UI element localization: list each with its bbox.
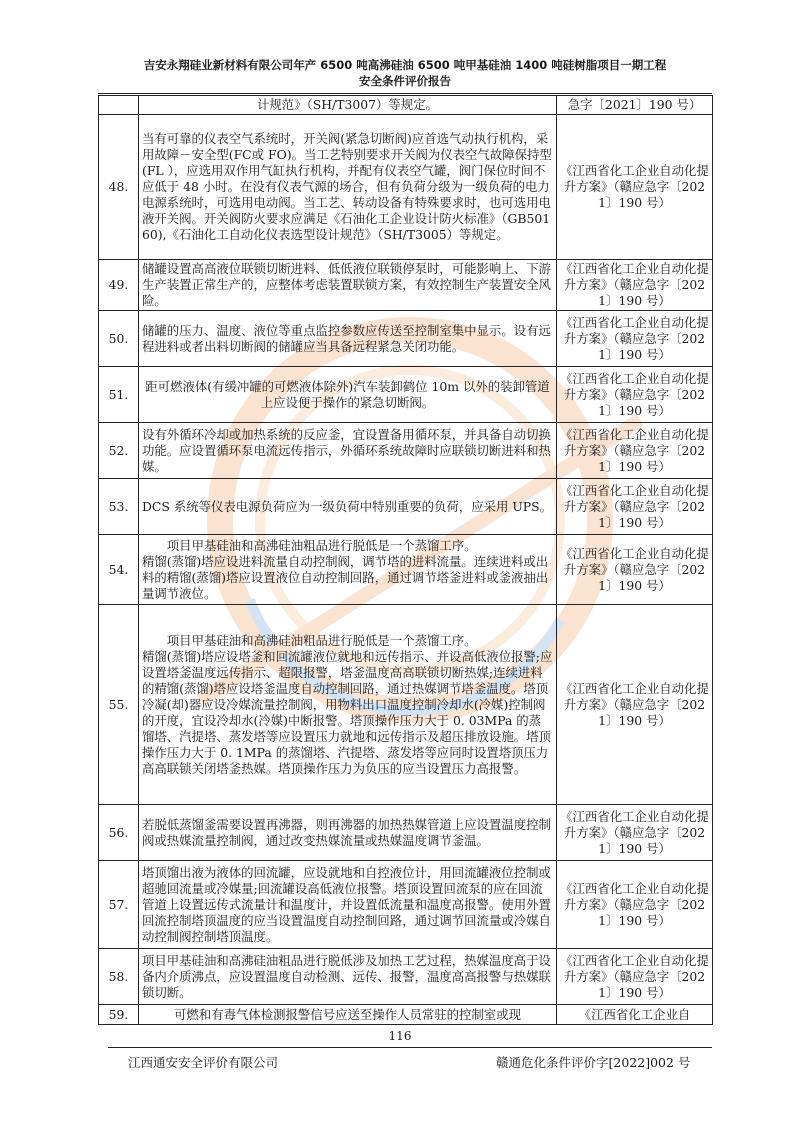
table-row — [99, 861, 713, 949]
row-number: 50. — [99, 311, 139, 367]
row-text: 储罐的压力、温度、液位等重点监控参数应传送至控制室集中显示。设有远程进料或者出料切断阀的储罐应当具备远程紧急关闭功能。 — [139, 311, 557, 367]
row-text: 距可燃液体(有缓冲罐的可燃液体除外)汽车装卸鹤位 10m 以外的装卸管道上应设便于操作的紧急切断阀。 — [139, 367, 557, 423]
page-number: 116 — [388, 1029, 412, 1043]
table-row — [99, 535, 713, 605]
table-row — [99, 605, 713, 805]
table-row — [99, 479, 713, 535]
row-number: 52. — [99, 423, 139, 479]
requirements-table — [98, 95, 713, 1025]
footer-company: 江西通安安全评价有限公司 — [128, 1055, 279, 1070]
row-number: 54. — [99, 535, 139, 605]
row-number: 56. — [99, 805, 139, 861]
row-reference: 《江西省化工企业自 — [557, 1005, 713, 1025]
row-reference: 《江西省化工企业自动化提升方案》（赣应急字〔2021〕190 号） — [557, 260, 713, 311]
header-title: 吉安永翔硅业新材料有限公司年产 6500 吨高沸硅油 6500 吨甲基硅油 1400 吨硅树脂项目一期工程 — [143, 58, 667, 72]
row-number: 51. — [99, 367, 139, 423]
row-text-lead: 项目甲基硅油和高沸硅油粗品进行脱低是一个蒸馏工序。 — [166, 537, 477, 553]
row-number: 48. — [99, 115, 139, 260]
row-reference: 《江西省化工企业自动化提升方案》（赣应急字〔2021〕190 号） — [557, 367, 713, 423]
row-text: 项目甲基硅油和高沸硅油粗品进行脱低涉及加热工艺过程，热媒温度高于设备内介质沸点，应设置温度自动检测、远传、报警，温度高高报警与热媒联锁切断。 — [139, 949, 557, 1005]
row-text: DCS 系统等仪表电源负荷应为一级负荷中特别重要的负荷，应采用 UPS。 — [139, 479, 557, 535]
row-reference: 《江西省化工企业自动化提升方案》（赣应急字〔2021〕190 号） — [557, 423, 713, 479]
row-text — [139, 535, 557, 605]
row-text: 塔顶馏出液为液体的回流罐，应设就地和自控液位计，用回流罐液位控制或超驰回流量或冷媒量;回流罐设高低液位报警。塔顶设置回流泵的应在回流管道上设置远传式流量计和温度计，并设置低流量和温度高报警。使用外置回流控制塔顶温度的应当设置温度自动控制回路，通过调节回流量或冷媒自动控制阀控制塔顶温度。 — [139, 861, 557, 949]
table-row — [99, 311, 713, 367]
row-number: 55. — [99, 605, 139, 805]
row-reference: 《江西省化工企业自动化提升方案》（赣应急字〔2021〕190 号） — [557, 949, 713, 1005]
row-reference: 《江西省化工企业自动化提升方案》（赣应急字〔2021〕190 号） — [557, 535, 713, 605]
row-number: 53. — [99, 479, 139, 535]
table-row — [99, 260, 713, 311]
row-number: 49. — [99, 260, 139, 311]
header-subtitle: 安全条件评价报告 — [359, 74, 451, 88]
table-row — [99, 805, 713, 861]
row-text — [139, 605, 557, 805]
table-row — [99, 423, 713, 479]
row-reference: 《江西省化工企业自动化提升方案》（赣应急字〔2021〕190 号） — [557, 311, 713, 367]
row-text: 计规范》（SH/T3007）等规定。 — [139, 96, 557, 115]
row-number: 57. — [99, 861, 139, 949]
row-number: 59. — [99, 1005, 139, 1025]
header-rule — [98, 93, 712, 94]
row-reference: 《江西省化工企业自动化提升方案》（赣应急字〔2021〕190 号） — [557, 115, 713, 260]
row-reference: 《江西省化工企业自动化提升方案》（赣应急字〔2021〕190 号） — [557, 861, 713, 949]
table-row — [99, 1005, 713, 1025]
row-number — [99, 96, 139, 115]
footer-rule — [108, 1047, 712, 1048]
footer-doc-number: 赣通危化条件评价字[2022]002 号 — [496, 1055, 691, 1070]
row-reference: 急字〔2021〕190 号） — [557, 96, 713, 115]
table-row — [99, 96, 713, 115]
row-reference: 《江西省化工企业自动化提升方案》（赣应急字〔2021〕190 号） — [557, 605, 713, 805]
table-row — [99, 949, 713, 1005]
row-text-lead: 项目甲基硅油和高沸硅油粗品进行脱低是一个蒸馏工序。 — [166, 632, 477, 648]
row-reference: 《江西省化工企业自动化提升方案》（赣应急字〔2021〕190 号） — [557, 805, 713, 861]
row-text-body: 精馏(蒸馏)塔应设塔釜和回流罐液位就地和远传指示、并设高低液位报警;应设置塔釜温度远传指示、超限报警，塔釜温度高高联锁切断热媒;连续进料的精馏(蒸馏)塔应设塔釜温度自动控制回路，通过热媒调节塔釜温度。塔顶冷凝(却)器应设冷媒流量控制阀，用物料出口温度控制冷却水(冷媒)控制阀的开度，宜设冷却水(冷媒)中断报警。塔顶操作压力大于 0. 03MPa 的蒸馏塔、汽提塔、蒸发塔等应设置压力就地和远传指示及超压排放设施。塔顶操作压力大于 0. 1MPa 的蒸馏塔、汽提塔、蒸发塔等应同时设置塔顶压力高高联锁关闭塔釜热媒。塔顶操作压力为负压的应当设置压力高报警。 — [142, 648, 553, 776]
row-text: 设有外循环冷却或加热系统的反应釜，宜设置备用循环泵，并具备自动切换功能。应设置循环泵电流远传指示，外循环系统故障时应联锁切断进料和热媒。 — [139, 423, 557, 479]
row-text: 若脱低蒸馏釜需要设置再沸器，则再沸器的加热热媒管道上应设置温度控制阀或热媒流量控制阀，通过改变热媒流量或热媒温度调节釜温。 — [139, 805, 557, 861]
table-row — [99, 115, 713, 260]
row-number: 58. — [99, 949, 139, 1005]
row-reference: 《江西省化工企业自动化提升方案》（赣应急字〔2021〕190 号） — [557, 479, 713, 535]
table-row — [99, 367, 713, 423]
row-text: 当有可靠的仪表空气系统时，开关阀(紧急切断阀)应首选气动执行机构，采用故障－安全型(FC或 FO)。当工艺特别要求开关阀为仪表空气故障保持型(FL ），应选用双作用气缸执行机构，并配有仪表空气罐，阀门保位时间不应低于 48 小时。在没有仪表气源的场合，但有负荷分级为一级负荷的电力电源系统时，可选用电动阀。当工艺、转动设备有特殊要求时，也可选用电液开关阀。开关阀防火要求应满足《石油化工企业设计防火标准》（GB50160),《石油化工自动化仪表选型设计规范》（SH/T3005）等规定。 — [139, 115, 557, 260]
row-text: 储罐设置高高液位联锁切断进料、低低液位联锁停泵时，可能影响上、下游生产装置正常生产的，应整体考虑装置联锁方案，有效控制生产装置安全风险。 — [139, 260, 557, 311]
row-text-body: 精馏(蒸馏)塔应设进料流量自动控制阀，调节塔的进料流量。连续进料或出料的精馏(蒸馏)塔应设置液位自动控制回路，通过调节塔釜进料或釜液抽出量调节液位。 — [142, 553, 549, 601]
row-text: 可燃和有毒气体检测报警信号应送至操作人员常驻的控制室或现 — [139, 1005, 557, 1025]
